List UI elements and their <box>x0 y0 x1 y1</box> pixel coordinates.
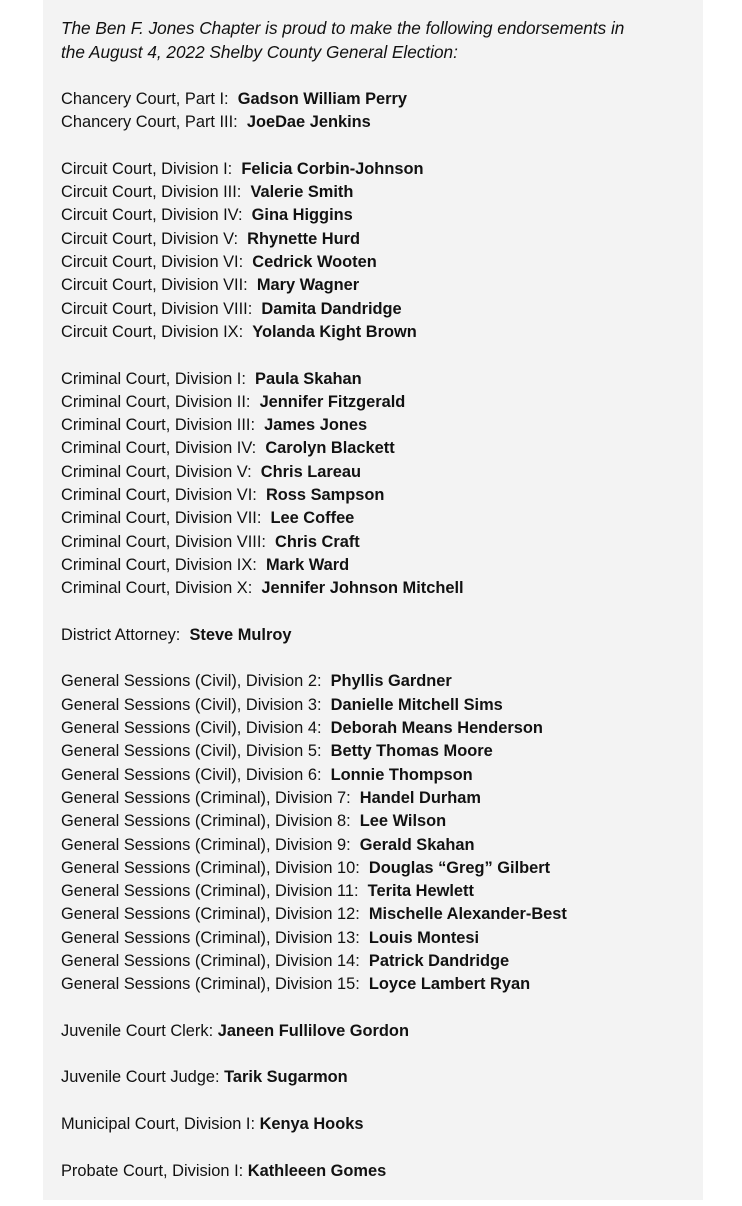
office-label: General Sessions (Criminal), Division 15: <box>61 975 360 994</box>
separator <box>243 253 252 271</box>
endorsement-group <box>61 624 701 647</box>
candidate-name: Phyllis Gardner <box>330 672 452 691</box>
candidate-name: Kathleeen Gomes <box>247 1161 387 1180</box>
office-label: Probate Court, Division I: <box>61 1161 244 1180</box>
endorsement-line <box>61 158 701 181</box>
candidate-name: Chris Craft <box>275 532 360 551</box>
office-label: Circuit Court, Division VII: <box>61 276 248 295</box>
endorsement-line <box>61 1113 701 1136</box>
endorsement-line <box>61 764 701 787</box>
office-label: General Sessions (Criminal), Division 9: <box>61 835 351 854</box>
office-label: General Sessions (Criminal), Division 13: <box>61 928 360 947</box>
office-label: General Sessions (Civil), Division 4: <box>61 719 322 738</box>
separator <box>360 859 369 877</box>
office-label: General Sessions (Criminal), Division 7: <box>61 788 351 807</box>
candidate-name: Jennifer Johnson Mitchell <box>261 579 464 598</box>
endorsement-line <box>61 670 701 693</box>
separator <box>243 206 252 224</box>
separator <box>243 323 252 341</box>
separator <box>360 975 369 993</box>
separator <box>266 533 275 551</box>
office-label: Juvenile Court Judge: <box>61 1068 220 1087</box>
candidate-name: Felicia Corbin-Johnson <box>241 159 424 178</box>
separator <box>238 230 247 248</box>
separator <box>322 719 331 737</box>
separator <box>257 486 266 504</box>
candidate-name: Mary Wagner <box>256 276 360 295</box>
endorsement-line <box>61 787 701 810</box>
endorsement-line <box>61 204 701 227</box>
separator <box>360 905 369 923</box>
endorsement-line <box>61 740 701 763</box>
office-label: Circuit Court, Division VIII: <box>61 299 253 318</box>
candidate-name: James Jones <box>264 416 368 435</box>
candidate-name: Patrick Dandridge <box>368 951 510 970</box>
endorsement-line <box>61 437 701 460</box>
candidate-name: Cedrick Wooten <box>252 253 377 272</box>
office-label: Circuit Court, Division V: <box>61 229 238 248</box>
separator <box>351 812 360 830</box>
candidate-name: Deborah Means Henderson <box>330 719 543 738</box>
office-label: Criminal Court, Division VII: <box>61 509 262 528</box>
separator <box>257 556 266 574</box>
office-label: General Sessions (Criminal), Division 11: <box>61 882 359 901</box>
separator <box>238 113 247 131</box>
candidate-name: Gina Higgins <box>251 206 353 225</box>
office-label: Criminal Court, Division IX: <box>61 555 257 574</box>
candidate-name: Loyce Lambert Ryan <box>368 975 531 994</box>
endorsement-groups <box>61 88 701 1183</box>
endorsement-group <box>61 1066 701 1089</box>
office-label: General Sessions (Civil), Division 2: <box>61 672 322 691</box>
endorsement-line <box>61 391 701 414</box>
office-label: General Sessions (Criminal), Division 8: <box>61 812 351 831</box>
intro-line: the August 4, 2022 Shelby County General Election: <box>61 42 458 62</box>
candidate-name: Gerald Skahan <box>359 835 475 854</box>
office-label: Chancery Court, Part III: <box>61 113 238 132</box>
office-label: District Attorney: <box>61 625 181 644</box>
candidate-name: Handel Durham <box>359 788 481 807</box>
endorsement-line <box>61 1160 701 1183</box>
endorsement-line <box>61 577 701 600</box>
office-label: General Sessions (Criminal), Division 12: <box>61 905 360 924</box>
candidate-name: Tarik Sugarmon <box>224 1068 348 1087</box>
office-label: Criminal Court, Division V: <box>61 462 252 481</box>
candidate-name: Chris Lareau <box>260 462 361 481</box>
endorsement-line <box>61 717 701 740</box>
candidate-name: Valerie Smith <box>250 183 354 202</box>
endorsement-line <box>61 88 701 111</box>
endorsement-line <box>61 973 701 996</box>
office-label: Circuit Court, Division IX: <box>61 322 244 341</box>
candidate-name: JoeDae Jenkins <box>246 113 371 132</box>
candidate-name: Louis Montesi <box>368 928 480 947</box>
endorsement-line <box>61 181 701 204</box>
endorsement-group <box>61 1020 701 1043</box>
endorsement-line <box>61 321 701 344</box>
separator <box>322 696 331 714</box>
candidate-name: Gadson William Perry <box>237 90 408 108</box>
endorsement-line <box>61 507 701 530</box>
endorsement-group <box>61 1160 701 1183</box>
candidate-name: Jennifer Fitzgerald <box>259 392 406 411</box>
endorsement-list <box>61 16 701 1206</box>
endorsement-line <box>61 111 701 134</box>
separator <box>250 393 259 411</box>
candidate-name: Rhynette Hurd <box>247 229 361 248</box>
candidate-name: Betty Thomas Moore <box>330 742 493 761</box>
endorsement-line <box>61 298 701 321</box>
office-label: Criminal Court, Division II: <box>61 392 251 411</box>
office-label: Municipal Court, Division I: <box>61 1115 256 1134</box>
office-label: Criminal Court, Division III: <box>61 416 255 435</box>
endorsement-group <box>61 368 701 601</box>
candidate-name: Lonnie Thompson <box>330 765 473 784</box>
office-label: Criminal Court, Division VI: <box>61 486 257 505</box>
endorsement-line <box>61 857 701 880</box>
candidate-name: Carolyn Blackett <box>265 439 395 458</box>
endorsement-group <box>61 670 701 996</box>
separator <box>359 882 368 900</box>
office-label: General Sessions (Criminal), Division 10: <box>61 858 360 877</box>
candidate-name: Lee Wilson <box>359 812 447 831</box>
endorsement-group <box>61 1113 701 1136</box>
office-label: Circuit Court, Division I: <box>61 159 233 178</box>
separator <box>229 90 238 108</box>
endorsement-line <box>61 694 701 717</box>
endorsement-line <box>61 1066 701 1089</box>
office-label: Criminal Court, Division IV: <box>61 439 257 458</box>
candidate-name: Douglas “Greg” Gilbert <box>368 858 551 877</box>
endorsement-line <box>61 880 701 903</box>
office-label: Juvenile Court Clerk: <box>61 1021 214 1040</box>
candidate-name: Mischelle Alexander-Best <box>368 905 567 924</box>
office-label: General Sessions (Civil), Division 6: <box>61 765 322 784</box>
office-label: Criminal Court, Division X: <box>61 579 253 598</box>
endorsement-line <box>61 950 701 973</box>
endorsement-line <box>61 903 701 926</box>
office-label: General Sessions (Civil), Division 5: <box>61 742 322 761</box>
endorsement-line <box>61 368 701 391</box>
endorsement-group <box>61 158 701 344</box>
separator <box>261 509 270 527</box>
candidate-name: Steve Mulroy <box>189 625 292 644</box>
office-label: Criminal Court, Division I: <box>61 369 246 388</box>
endorsement-line <box>61 554 701 577</box>
candidate-name: Danielle Mitchell Sims <box>330 695 503 714</box>
endorsement-line <box>61 228 701 251</box>
separator <box>322 766 331 784</box>
office-label: Chancery Court, Part I: <box>61 90 229 108</box>
candidate-name: Mark Ward <box>265 555 350 574</box>
separator <box>351 789 360 807</box>
office-label: General Sessions (Criminal), Division 14: <box>61 951 360 970</box>
separator <box>256 439 265 457</box>
candidate-name: Terita Hewlett <box>367 882 474 901</box>
intro-paragraph <box>61 16 701 64</box>
endorsement-line <box>61 414 701 437</box>
endorsement-group <box>61 88 701 135</box>
endorsement-line <box>61 531 701 554</box>
separator <box>360 952 369 970</box>
endorsement-line <box>61 484 701 507</box>
separator <box>255 416 264 434</box>
candidate-name: Kenya Hooks <box>259 1115 364 1134</box>
endorsement-line <box>61 251 701 274</box>
office-label: Circuit Court, Division IV: <box>61 206 243 225</box>
separator <box>351 836 360 854</box>
candidate-name: Yolanda Kight Brown <box>252 322 417 341</box>
separator <box>232 160 241 178</box>
candidate-name: Paula Skahan <box>255 369 362 388</box>
candidate-name: Ross Sampson <box>265 486 385 505</box>
separator <box>322 672 331 690</box>
endorsement-line <box>61 1020 701 1043</box>
separator <box>360 929 369 947</box>
endorsement-line <box>61 461 701 484</box>
candidate-name: Lee Coffee <box>270 509 355 528</box>
office-label: Circuit Court, Division III: <box>61 183 242 202</box>
endorsement-line <box>61 927 701 950</box>
office-label: General Sessions (Civil), Division 3: <box>61 695 322 714</box>
separator <box>252 463 261 481</box>
separator <box>248 276 257 294</box>
separator <box>246 370 255 388</box>
endorsement-line <box>61 624 701 647</box>
endorsement-line <box>61 810 701 833</box>
office-label: Circuit Court, Division VI: <box>61 253 244 272</box>
intro-line: The Ben F. Jones Chapter is proud to make the following endorsements in <box>61 18 625 38</box>
endorsement-line <box>61 274 701 297</box>
candidate-name: Janeen Fullilove Gordon <box>217 1021 409 1040</box>
separator <box>322 742 331 760</box>
endorsement-line <box>61 834 701 857</box>
candidate-name: Damita Dandridge <box>261 299 402 318</box>
office-label: Criminal Court, Division VIII: <box>61 532 266 551</box>
